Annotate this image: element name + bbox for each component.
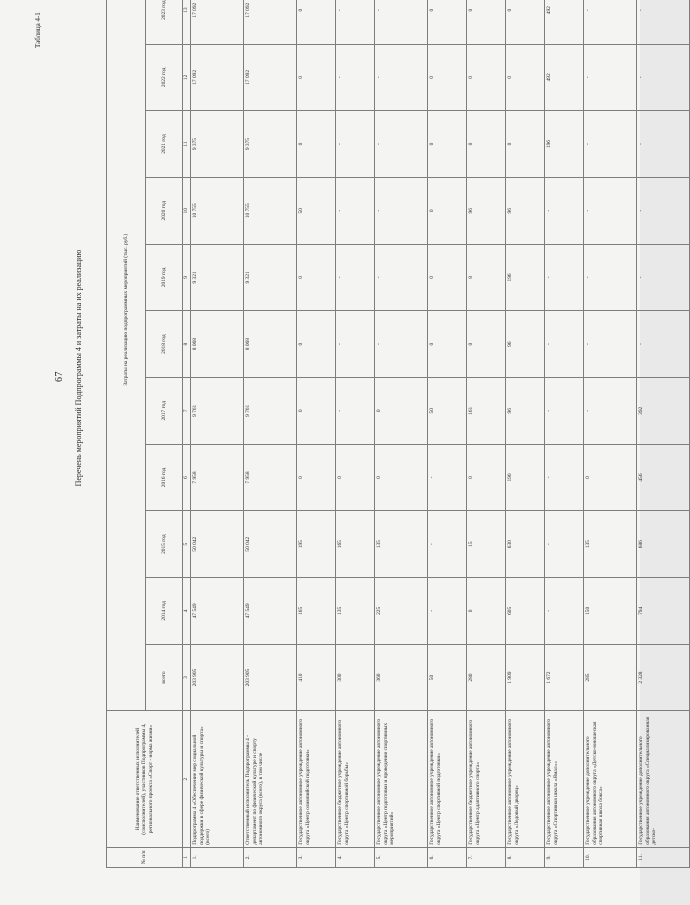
cost-value-cell: 50 [428, 644, 467, 711]
table-row [637, 0, 690, 868]
table-row [336, 0, 375, 868]
cost-value-cell: 135 [584, 511, 637, 578]
cost-value-cell: 190 [506, 444, 545, 511]
cost-value-cell: - [584, 0, 637, 44]
header-costs: Затраты на реализацию подпрограммных мероприятий (тыс. руб.) [107, 0, 146, 711]
cost-value-cell: 47 549 [191, 578, 244, 645]
cost-value-cell: 0 [297, 244, 336, 311]
column-index: 2 [183, 711, 191, 847]
column-header: 2022 год [146, 44, 183, 111]
cost-value-cell: - [428, 511, 467, 578]
row-name: Государственное автономное учреждение автономного округа «Ледовый дворец» [506, 711, 545, 847]
table-caption: Таблица 4-1 [34, 12, 42, 48]
header-num: № п/п [107, 847, 183, 867]
row-name: Государственное автономное учреждение автономного округа «Спортивная школа «Ямал»» [545, 711, 584, 847]
column-index: 9 [183, 244, 191, 311]
cost-value-cell: - [545, 578, 584, 645]
cost-value-cell: - [584, 177, 637, 244]
cost-value-cell: 15 [467, 511, 506, 578]
cost-value-cell: 7 958 [244, 444, 297, 511]
cost-value-cell: - [545, 311, 584, 378]
cost-value-cell: 0 [467, 0, 506, 44]
cost-value-cell: - [545, 377, 584, 444]
column-header: 2014 год [146, 578, 183, 645]
row-number: 11. [637, 847, 690, 867]
cost-value-cell: - [375, 244, 428, 311]
cost-value-cell: - [545, 244, 584, 311]
cost-value-cell: 0 [336, 444, 375, 511]
cost-value-cell: 96 [506, 377, 545, 444]
cost-value-cell: - [375, 177, 428, 244]
column-header: всего [146, 644, 183, 711]
cost-value-cell: 96 [506, 177, 545, 244]
cost-value-cell: 0 [428, 111, 467, 178]
cost-value-cell: - [545, 177, 584, 244]
column-header: 2020 год [146, 177, 183, 244]
row-name: Государственное бюджетное учреждение автономного округа «Центр спортивной борьбы» [336, 711, 375, 847]
cost-value-cell: - [545, 444, 584, 511]
cost-value-cell: 0 [297, 111, 336, 178]
cost-value-cell: 0 [375, 377, 428, 444]
cost-value-cell: 1 672 [545, 644, 584, 711]
cost-value-cell: 9 321 [244, 244, 297, 311]
cost-value-cell: 135 [375, 511, 428, 578]
column-index: 12 [183, 44, 191, 111]
table-row [297, 0, 336, 868]
cost-value-cell: - [375, 44, 428, 111]
cost-value-cell: 456 [637, 444, 690, 511]
cost-value-cell: 0 [584, 444, 637, 511]
rotated-page-content [22, 0, 658, 868]
cost-value-cell: - [637, 0, 690, 44]
cost-value-cell: - [375, 111, 428, 178]
cost-value-cell: 686 [637, 511, 690, 578]
cost-value-cell: - [584, 377, 637, 444]
cost-value-cell: 50 [297, 177, 336, 244]
cost-value-cell: 0 [375, 444, 428, 511]
row-name: Государственное учреждение дополнительного образования автономного округа «Детско-юношеская спортивная школа бокса» [584, 711, 637, 847]
cost-value-cell: 50 042 [191, 511, 244, 578]
row-number: 3. [297, 847, 336, 867]
cost-value-cell: 0 [467, 578, 506, 645]
row-name: Ответственный исполнитель Подпрограммы 4 - департамент по физической культуре и спорту автономного округа (всего), в том числе [244, 711, 297, 847]
table-row [467, 0, 506, 868]
row-number: 10. [584, 847, 637, 867]
cost-value-cell: 10 755 [191, 177, 244, 244]
cost-value-cell: 300 [336, 644, 375, 711]
row-number: 1. [191, 847, 244, 867]
column-index: 10 [183, 177, 191, 244]
cost-value-cell: - [584, 44, 637, 111]
cost-value-cell: 0 [467, 311, 506, 378]
cost-value-cell: 605 [506, 578, 545, 645]
table-row [506, 0, 545, 868]
cost-value-cell: 50 [428, 377, 467, 444]
cost-value-cell: 0 [297, 377, 336, 444]
cost-value-cell: 195 [297, 511, 336, 578]
row-name: Государственное автономное учреждение автономного округа «Центр подготовки и проведения спортивных мероприятий» [375, 711, 428, 847]
table-row [244, 0, 297, 868]
cost-value-cell: 794 [637, 578, 690, 645]
cost-value-cell: 0 [297, 444, 336, 511]
column-index: 3 [183, 644, 191, 711]
column-index: 11 [183, 111, 191, 178]
column-index: 1 [183, 847, 191, 867]
cost-value-cell: 47 549 [244, 578, 297, 645]
cost-value-cell: 96 [467, 177, 506, 244]
cost-value-cell: - [375, 0, 428, 44]
table-row [428, 0, 467, 868]
cost-value-cell: - [428, 578, 467, 645]
cost-value-cell: 0 [428, 311, 467, 378]
cost-value-cell: 96 [506, 311, 545, 378]
cost-value-cell: 9 761 [244, 377, 297, 444]
column-index: 4 [183, 578, 191, 645]
row-number: 9. [545, 847, 584, 867]
cost-value-cell: - [336, 44, 375, 111]
row-number: 7. [467, 847, 506, 867]
cost-value-cell: - [584, 111, 637, 178]
cost-value-cell: 492 [545, 44, 584, 111]
cost-value-cell: 492 [545, 0, 584, 44]
row-number: 4. [336, 847, 375, 867]
cost-value-cell: 9 761 [191, 377, 244, 444]
table-body [191, 0, 690, 868]
cost-value-cell: 8 068 [244, 311, 297, 378]
cost-value-cell: 196 [545, 111, 584, 178]
cost-value-cell: 0 [467, 111, 506, 178]
column-header: 2021 год [146, 111, 183, 178]
cost-value-cell: 2 328 [637, 644, 690, 711]
row-number: 5. [375, 847, 428, 867]
cost-value-cell: 0 [506, 44, 545, 111]
cost-value-cell: - [584, 311, 637, 378]
cost-value-cell: - [584, 244, 637, 311]
expenditure-table [106, 0, 690, 868]
cost-value-cell: 8 [467, 244, 506, 311]
cost-value-cell: - [336, 177, 375, 244]
document-title: Перечень мероприятий Подпрограммы 4 и затраты на их реализацию [74, 249, 83, 487]
cost-value-cell: 17 092 [191, 44, 244, 111]
cost-value-cell: 225 [375, 578, 428, 645]
cost-value-cell: 17 092 [244, 44, 297, 111]
cost-value-cell: 280 [467, 644, 506, 711]
column-index: 5 [183, 511, 191, 578]
cost-value-cell: - [375, 311, 428, 378]
cost-value-cell: 8 068 [191, 311, 244, 378]
row-number: 2. [244, 847, 297, 867]
cost-value-cell: 392 [637, 377, 690, 444]
cost-value-cell: 0 [297, 44, 336, 111]
cost-value-cell: 0 [467, 444, 506, 511]
column-header: 2023 год [146, 0, 183, 44]
cost-value-cell: 7 958 [191, 444, 244, 511]
table-row [375, 0, 428, 868]
column-index-row [183, 0, 191, 868]
row-name: Государственное автономное учреждение автономного округа «Центр олимпийской подготовки» [297, 711, 336, 847]
cost-value-cell: - [336, 244, 375, 311]
cost-value-cell: 17 092 [191, 0, 244, 44]
page-number: 67 [54, 371, 65, 382]
row-number: 8. [506, 847, 545, 867]
column-index: 7 [183, 377, 191, 444]
row-name: Государственное бюджетное учреждение автономного округа «Центр адаптивного спорта» [467, 711, 506, 847]
cost-value-cell: 9 321 [191, 244, 244, 311]
table-row [584, 0, 637, 868]
cost-value-cell: - [336, 0, 375, 44]
cost-value-cell: - [637, 244, 690, 311]
cost-value-cell: 0 [297, 311, 336, 378]
column-header: 2015 год [146, 511, 183, 578]
row-name: Государственное автономное учреждение автономного округа «Центр спортивной подготовки» [428, 711, 467, 847]
cost-value-cell: 9 375 [244, 111, 297, 178]
cost-value-cell: - [336, 377, 375, 444]
column-header: 2017 год [146, 377, 183, 444]
cost-value-cell: 161 [467, 377, 506, 444]
header-name: Наименование ответственных исполнителей (соисполнителей), участников Подпрограммы 4, регионального проекта «Спорт - норма жизни» [107, 711, 183, 847]
cost-value-cell: 9 375 [191, 111, 244, 178]
cost-value-cell: 0 [467, 44, 506, 111]
row-number: 6. [428, 847, 467, 867]
cost-value-cell: 165 [336, 511, 375, 578]
cost-value-cell: 0 [506, 0, 545, 44]
cost-value-cell: 50 042 [244, 511, 297, 578]
column-header: 2019 год [146, 244, 183, 311]
column-index: 13 [183, 0, 191, 44]
column-header: 2016 год [146, 444, 183, 511]
cost-value-cell: 17 092 [244, 0, 297, 44]
cost-value-cell: - [428, 444, 467, 511]
cost-value-cell: 0 [428, 44, 467, 111]
row-name: Государственное учреждение дополнительного образования автономного округа «Специализированная детско- [637, 711, 690, 847]
column-index: 6 [183, 444, 191, 511]
column-header: 2018 год [146, 311, 183, 378]
cost-value-cell: - [336, 111, 375, 178]
column-index: 8 [183, 311, 191, 378]
cost-value-cell: - [637, 111, 690, 178]
cost-value-cell: 0 [428, 0, 467, 44]
cost-value-cell: 135 [336, 578, 375, 645]
cost-value-cell: 0 [297, 0, 336, 44]
cost-value-cell: 150 [584, 578, 637, 645]
cost-value-cell: 165 [297, 578, 336, 645]
cost-value-cell: - [637, 177, 690, 244]
cost-value-cell: - [336, 311, 375, 378]
table-row [191, 0, 244, 868]
table-row [545, 0, 584, 868]
cost-value-cell: 10 755 [244, 177, 297, 244]
cost-value-cell: 0 [428, 177, 467, 244]
row-name: Подпрограмма 4 «Обеспечение мер социальной поддержки в сфере физической культуры и спорта» (всего) [191, 711, 244, 847]
cost-value-cell: 203 905 [244, 644, 297, 711]
cost-value-cell: - [545, 511, 584, 578]
cost-value-cell: 203 905 [191, 644, 244, 711]
cost-value-cell: 1 909 [506, 644, 545, 711]
cost-value-cell: 285 [584, 644, 637, 711]
cost-value-cell: 196 [506, 244, 545, 311]
cost-value-cell: 0 [428, 244, 467, 311]
cost-value-cell: 0 [506, 111, 545, 178]
cost-value-cell: - [637, 44, 690, 111]
cost-value-cell: 360 [375, 644, 428, 711]
cost-value-cell: - [637, 311, 690, 378]
cost-value-cell: 630 [506, 511, 545, 578]
cost-value-cell: 410 [297, 644, 336, 711]
